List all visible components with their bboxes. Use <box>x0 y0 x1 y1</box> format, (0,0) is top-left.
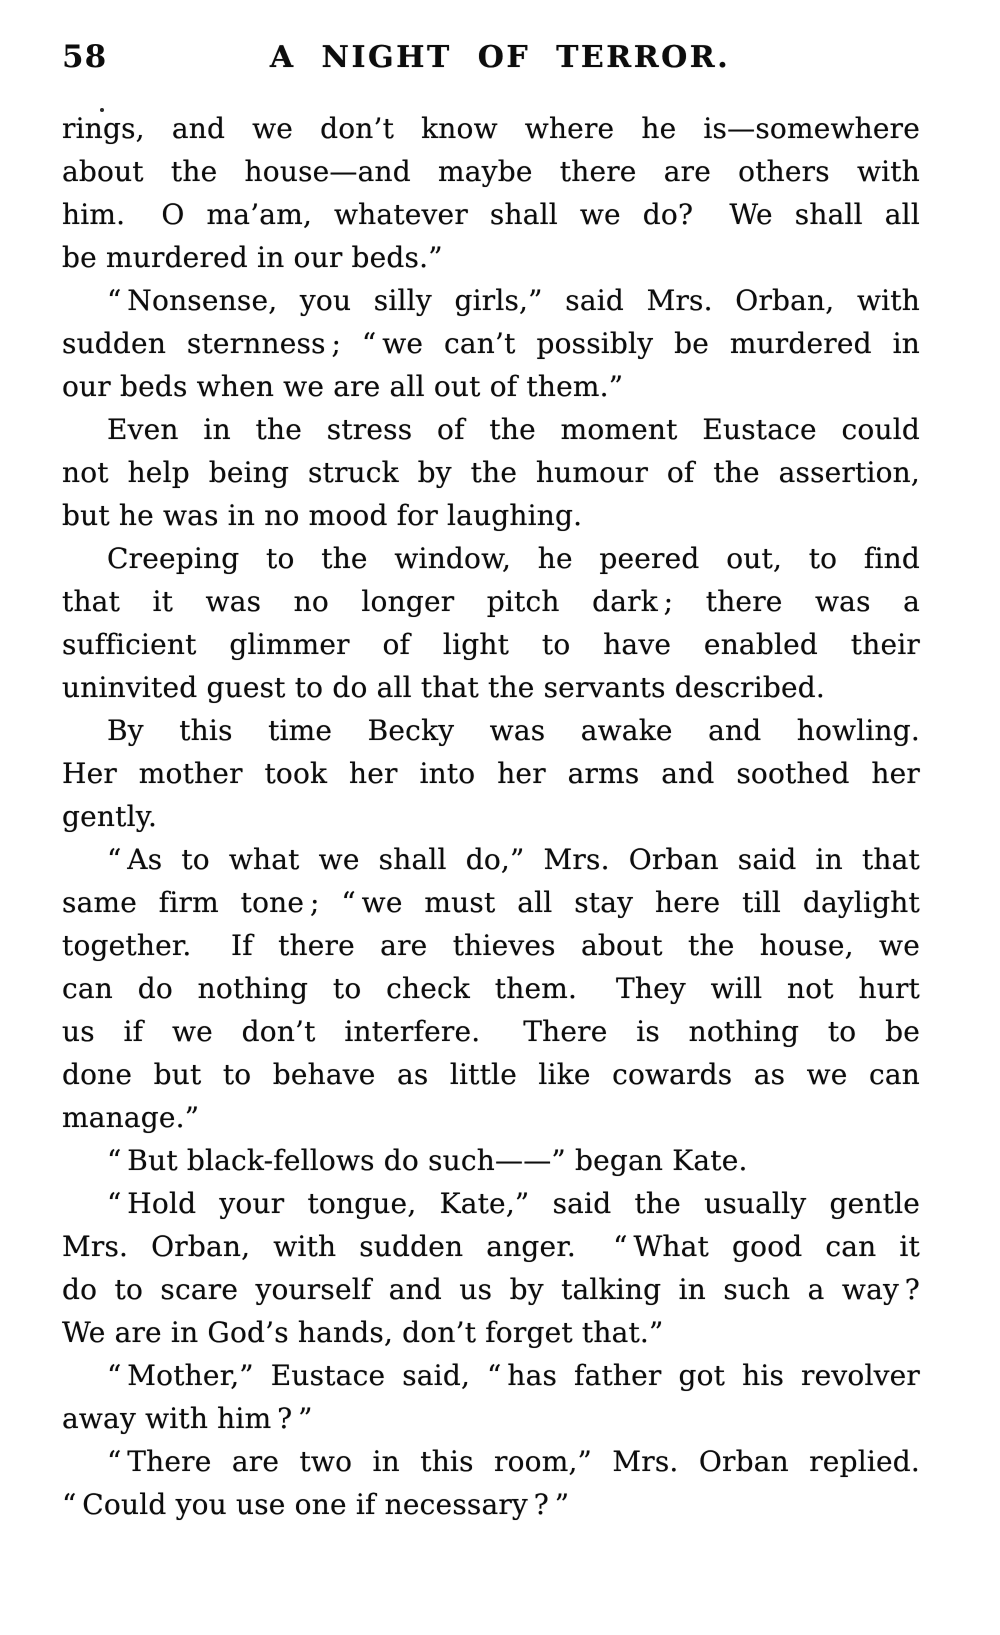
text-line: that it was no longer pitch dark ; there was a <box>62 585 920 618</box>
text-line: done but to behave as little like cowards as we can <box>62 1058 920 1091</box>
paragraph <box>62 408 920 537</box>
text-line: together. If there are thieves about the house, we <box>62 929 920 962</box>
paragraph <box>62 1182 920 1354</box>
text-line: “ But black-fellows do such——” began Kate. <box>107 1144 748 1177</box>
text-line: “ Nonsense, you silly girls,” said Mrs. Orban, with <box>107 284 920 317</box>
text-line: him. O ma’am, whatever shall we do? We shall all <box>62 198 920 231</box>
text-line: gently. <box>62 800 158 833</box>
text-line: “ Hold your tongue, Kate,” said the usually gentle <box>107 1187 920 1220</box>
text-line: be murdered in our beds.” <box>62 241 443 274</box>
text-line: sudden sternness ; “ we can’t possibly be murdered in <box>62 327 920 360</box>
text-line: “ Mother,” Eustace said, “ has father got his revolver <box>107 1359 920 1392</box>
paragraph <box>62 709 920 838</box>
text-line: “ There are two in this room,” Mrs. Orban replied. <box>107 1445 920 1478</box>
text-line: not help being struck by the humour of the assertion, <box>62 456 920 489</box>
text-line: uninvited guest to do all that the servants described. <box>62 671 825 704</box>
paragraph <box>62 1354 920 1440</box>
paragraph <box>62 1139 920 1182</box>
text-line: sufficient glimmer of light to have enabled their <box>62 628 920 661</box>
running-title: A NIGHT OF TERROR. <box>269 40 731 75</box>
text-line: can do nothing to check them. They will not hurt <box>62 972 920 1005</box>
text-line: Mrs. Orban, with sudden anger. “ What good can it <box>62 1230 920 1263</box>
text-line: rings, and we don’t know where he is—somewhere <box>62 112 920 145</box>
text-line: us if we don’t interfere. There is nothing to be <box>62 1015 920 1048</box>
text-line: Creeping to the window, he peered out, to find <box>107 542 920 575</box>
paragraph <box>62 107 920 279</box>
text-line: Even in the stress of the moment Eustace could <box>107 413 920 446</box>
text-block <box>62 107 920 1526</box>
text-line: We are in God’s hands, don’t forget that.” <box>62 1316 664 1349</box>
text-line: but he was in no mood for laughing. <box>62 499 583 532</box>
page-header <box>62 39 938 82</box>
text-line: do to scare yourself and us by talking in such a way ? <box>62 1273 920 1306</box>
text-line: away with him ? ” <box>62 1402 313 1435</box>
paragraph <box>62 537 920 709</box>
paragraph <box>62 838 920 1139</box>
text-line: “ As to what we shall do,” Mrs. Orban said in that <box>107 843 920 876</box>
paragraph <box>62 279 920 408</box>
page-number: 58 <box>62 39 108 75</box>
text-line: our beds when we are all out of them.” <box>62 370 624 403</box>
text-line: about the house—and maybe there are others with <box>62 155 920 188</box>
text-line: Her mother took her into her arms and soothed her <box>62 757 920 790</box>
text-line: By this time Becky was awake and howling. <box>107 714 920 747</box>
text-line: manage.” <box>62 1101 200 1134</box>
text-line: same firm tone ; “ we must all stay here till daylight <box>62 886 920 919</box>
paragraph <box>62 1440 920 1526</box>
text-line: “ Could you use one if necessary ? ” <box>62 1488 570 1521</box>
